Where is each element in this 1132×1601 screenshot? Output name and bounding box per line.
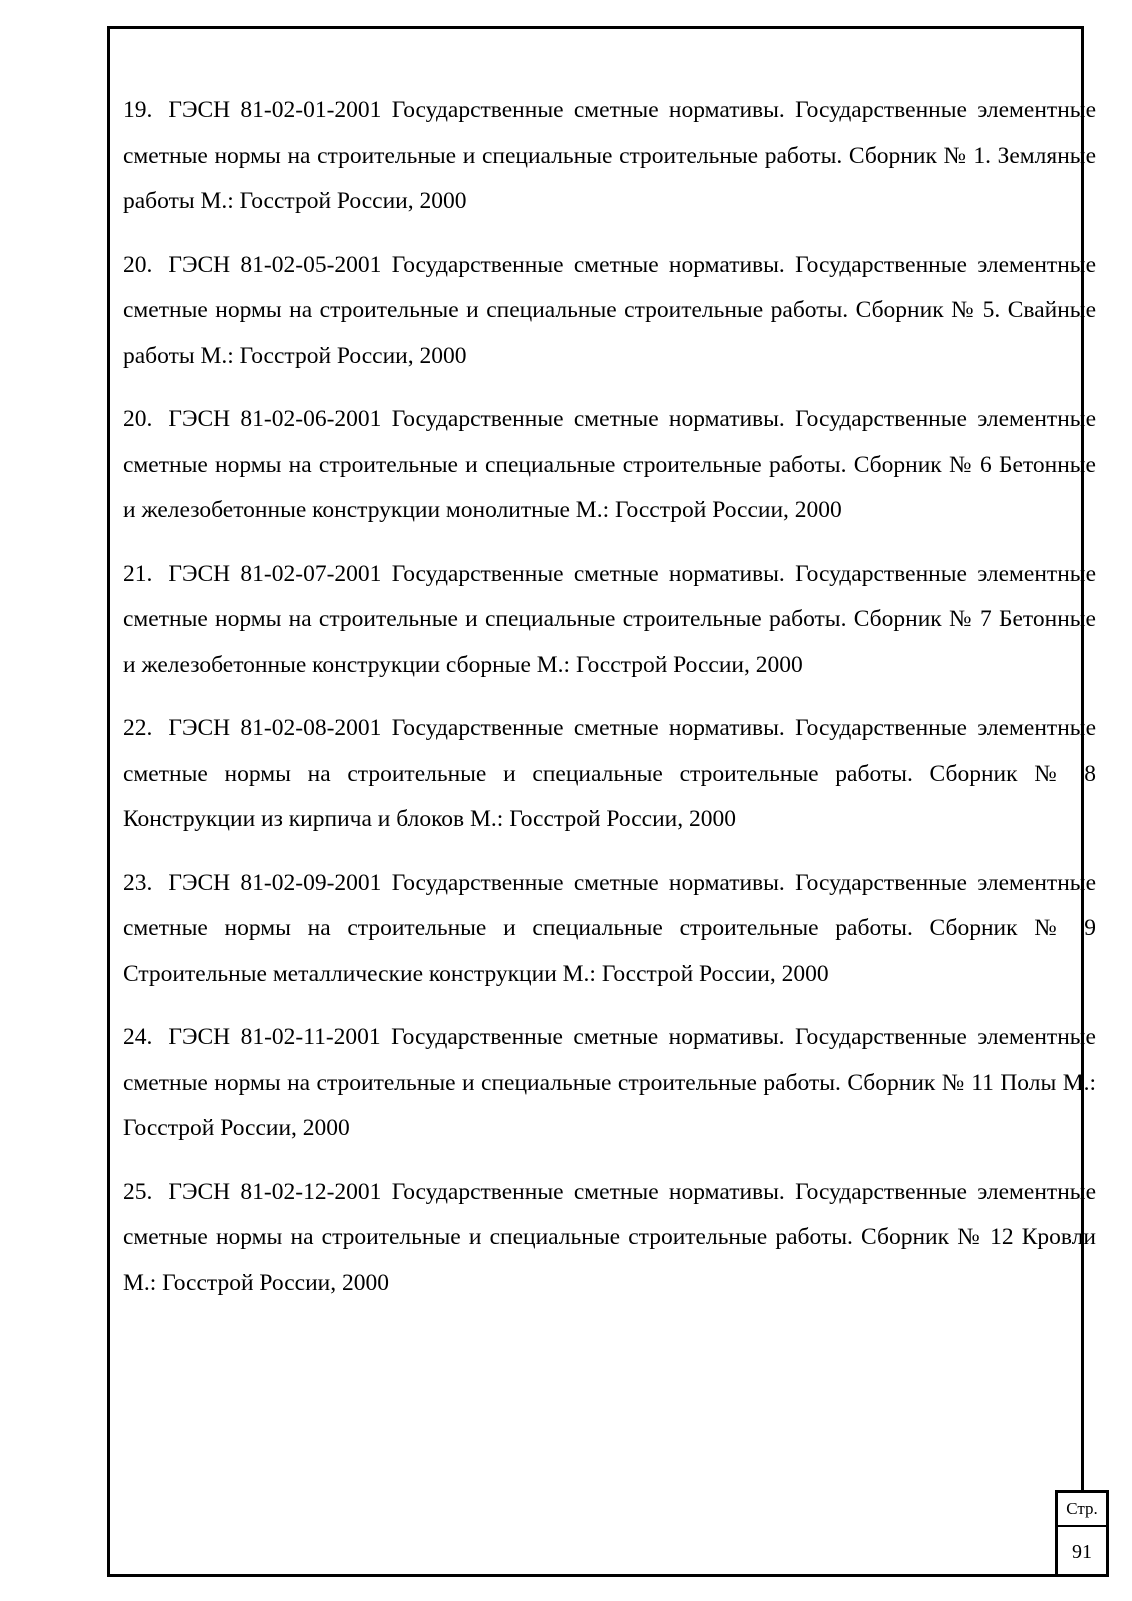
reference-text: ГЭСН 81-02-06-2001 Государственные сметные нормативы. Государственные элементные сметные нормы на строительные и специальные строительные работы. Сборник № 6 Бетонные и железобетонные конструкции монолитные М.: Госстрой России, 2000 — [123, 406, 1096, 523]
reference-number: 19. — [123, 97, 153, 123]
reference-number: 23. — [123, 869, 153, 896]
page-number-box — [1055, 1490, 1109, 1577]
page-number: 91 — [1072, 1541, 1092, 1563]
reference-number: 20. — [123, 251, 153, 278]
reference-item — [123, 1170, 1096, 1307]
reference-number: 20. — [123, 406, 153, 432]
reference-text: ГЭСН 81-02-07-2001 Государственные сметные нормативы. Государственные элементные сметные нормы на строительные и специальные строительные работы. Сборник № 7 Бетонные и железобетонные конструкции сборные М.: Госстрой России, 2000 — [123, 560, 1096, 678]
reference-text: ГЭСН 81-02-12-2001 Государственные сметные нормативы. Государственные элементные сметные нормы на строительные и специальные строительные работы. Сборник № 12 Кровли М.: Госстрой России, 2000 — [123, 1178, 1096, 1296]
reference-text: ГЭСН 81-02-11-2001 Государственные сметные нормативы. Государственные элементные сметные нормы на строительные и специальные строительные работы. Сборник № 11 Полы М.: Госстрой России, 2000 — [123, 1024, 1096, 1141]
reference-item — [123, 243, 1096, 380]
reference-text: ГЭСН 81-02-01-2001 Государственные сметные нормативы. Государственные элементные сметные нормы на строительные и специальные строительные работы. Сборник № 1. Земляные работы М.: Госстрой России, 2000 — [123, 97, 1096, 214]
reference-text: ГЭСН 81-02-09-2001 Государственные сметные нормативы. Государственные элементные сметные нормы на строительные и специальные строительные работы. Сборник № 9 Строительные металлические конструкции М.: Госстрой России, 2000 — [123, 869, 1096, 987]
reference-list — [123, 88, 1096, 1324]
page-label: Стр. — [1058, 1493, 1106, 1527]
reference-item — [123, 88, 1096, 225]
reference-item — [123, 1015, 1096, 1152]
reference-item — [123, 861, 1096, 998]
reference-number: 24. — [123, 1024, 153, 1050]
reference-text: ГЭСН 81-02-05-2001 Государственные сметные нормативы. Государственные элементные сметные нормы на строительные и специальные строительные работы. Сборник № 5. Свайные работы М.: Госстрой России, 2000 — [123, 251, 1096, 369]
reference-number: 22. — [123, 715, 153, 741]
reference-item — [123, 706, 1096, 843]
reference-text: ГЭСН 81-02-08-2001 Государственные сметные нормативы. Государственные элементные сметные нормы на строительные и специальные строительные работы. Сборник № 8 Конструкции из кирпича и блоков М.: Госстрой России, 2000 — [123, 715, 1096, 832]
reference-item — [123, 552, 1096, 689]
reference-number: 25. — [123, 1178, 153, 1205]
reference-item — [123, 397, 1096, 534]
reference-number: 21. — [123, 560, 153, 587]
